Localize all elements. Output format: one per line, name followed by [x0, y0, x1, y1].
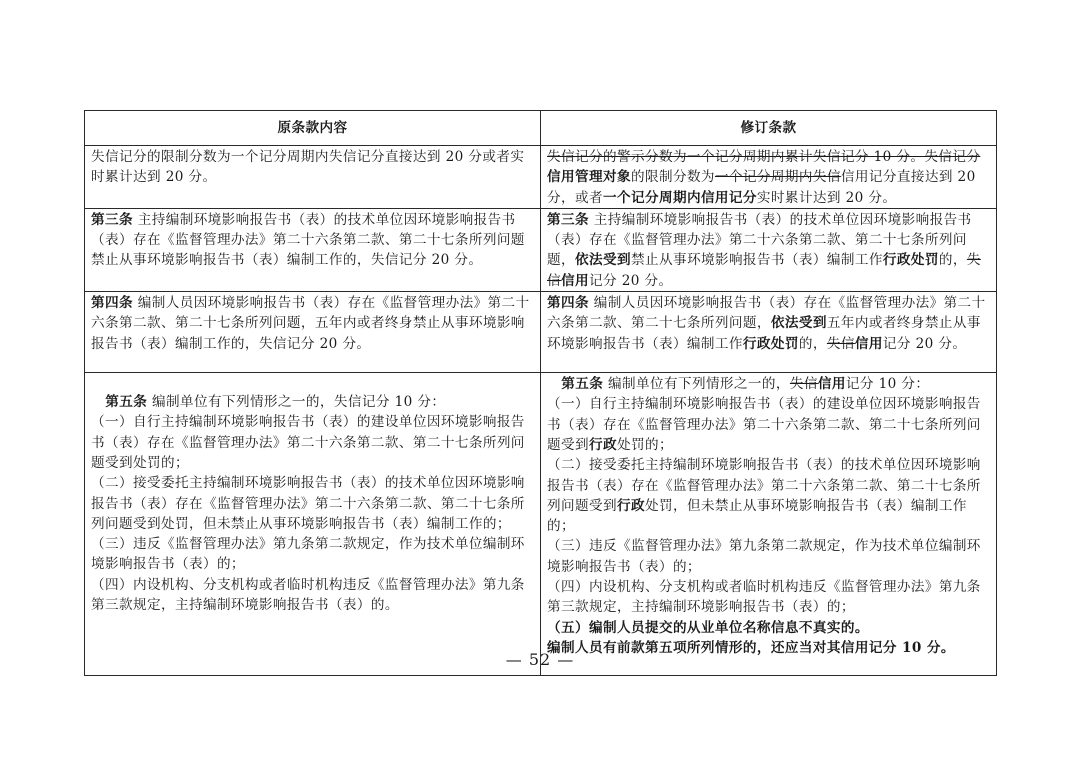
added-text: 信用: [561, 272, 589, 289]
clause-text: 编制单位有下列情形之一的，失信记分 10 分：: [151, 394, 446, 411]
added-text: 信用管理对象: [547, 169, 631, 186]
table-row: [85, 208, 997, 291]
list-item: [547, 455, 990, 536]
revised-cell: [541, 373, 997, 676]
deleted-text: 失信: [547, 252, 981, 289]
clause-text: 主持编制环境影响报告书（表）的技术单位因环境影响报告书（表）存在《监督管理办法》第二十六条第二款、第二十七条所列问题，: [547, 211, 972, 269]
added-text: 依法受到: [770, 315, 827, 332]
list-item: （三）违反《监督管理办法》第九条第二款规定，作为技术单位编制环境影响报告书（表）的；: [547, 538, 981, 575]
deleted-text: 失信: [789, 376, 818, 393]
list-item: （四）内设机构、分支机构或者临时机构违反《监督管理办法》第九条第三款规定，主持编制环境影响报告书（表）的；: [547, 579, 981, 616]
list-item: [547, 394, 990, 455]
clause-text: 处罚，但未禁止从事环境影响报告书（表）编制工作的；: [547, 497, 967, 535]
clause-text: 的，: [938, 252, 967, 269]
clause-text: 编制人员因环境影响报告书（表）存在《监督管理办法》第二十六条第二款、第二十七条所列问题，: [547, 295, 986, 332]
added-note: 编制人员有前款第五项所列情形的，还应当对其信用记分 10 分。: [547, 639, 955, 656]
article-label: 第四条: [547, 295, 589, 312]
clause-text: 的限制分数为: [630, 169, 715, 186]
article-label: 第四条: [91, 295, 133, 312]
clause-text: 禁止从事环境影响报告书（表）编制工作: [630, 252, 883, 269]
clause-intro: [91, 392, 534, 412]
deleted-text: 一个记分周期内失信: [714, 169, 841, 186]
deleted-text: 失信记分的警示分数为一个记分周期内累计失信记分 10 分。失信记分: [547, 149, 981, 165]
header-revised: 修订条款: [541, 111, 997, 146]
comparison-table: [84, 110, 997, 676]
added-text: 信用: [817, 376, 846, 393]
clause-text: 编制单位有下列情形之一的，: [607, 376, 790, 393]
clause-text: 记分 20 分。: [589, 272, 673, 289]
clause-text: （二）接受委托主持编制环境影响报告书（表）的技术单位因环境影响报告书（表）存在《监督管理办法》第二十六条第二款、第二十七条所列问题受到: [547, 457, 981, 514]
original-cell: [85, 373, 541, 676]
list-item: （一）自行主持编制环境影响报告书（表）的建设单位因环境影响报告书（表）存在《监督管理办法》第二十六条第二款、第二十七条所列问题受到处罚的；: [91, 414, 525, 471]
page-number: — 52 —: [505, 650, 575, 669]
list-item: （三）违反《监督管理办法》第九条第二款规定，作为技术单位编制环境影响报告书（表）的；: [91, 536, 525, 573]
clause-text: 失信记分的限制分数为一个记分周期内失信记分直接达到 20 分或者实时累计达到 20 分。: [91, 149, 525, 186]
article-label: 第三条: [547, 211, 589, 228]
clause-intro: [547, 374, 990, 394]
clause-text: 实时累计达到 20 分。: [756, 189, 897, 206]
article-label: 第五条: [561, 376, 604, 393]
list-item-added: （五）编制人员提交的从业单位名称信息不真实的。: [547, 619, 869, 636]
clause-text: （一）自行主持编制环境影响报告书（表）的建设单位因环境影响报告书（表）存在《监督管理办法》第二十六条第二款、第二十七条所列问题受到: [547, 396, 981, 453]
revised-cell: [541, 146, 997, 209]
revised-cell: [541, 208, 997, 291]
revised-cell: [541, 292, 997, 373]
clause-text: 记分 20 分。: [882, 335, 967, 352]
list-item: （四）内设机构、分支机构或者临时机构违反《监督管理办法》第九条第三款规定，主持编制环境影响报告书（表）的。: [91, 576, 525, 614]
added-text: 行政处罚: [742, 335, 799, 352]
article-label: 第三条: [91, 211, 133, 228]
added-text: 行政: [588, 436, 617, 453]
clause-text: 主持编制环境影响报告书（表）的技术单位因环境影响报告书（表）存在《监督管理办法》第二十六条第二款、第二十七条所列问题禁止从事环境影响报告书（表）编制工作的，失信记分 20 分。: [91, 211, 525, 269]
original-cell: [85, 292, 541, 373]
header-original: 原条款内容: [85, 111, 541, 146]
clause-text: 的，: [798, 335, 827, 352]
original-cell: [85, 146, 541, 209]
added-text: 信用: [854, 335, 883, 352]
original-cell: [85, 208, 541, 291]
clause-text: 编制人员因环境影响报告书（表）存在《监督管理办法》第二十六条第二款、第二十七条所列问题，五年内或者终身禁止从事环境影响报告书（表）编制工作的，失信记分 20 分。: [91, 295, 530, 352]
added-text: 行政: [616, 497, 645, 514]
article-label: 第五条: [105, 394, 148, 411]
deleted-text: 失信: [826, 335, 855, 352]
table-row: [85, 373, 997, 676]
clause-text: 五年内或者终身禁止从事环境影响报告书（表）编制工作: [547, 315, 981, 352]
table-row: [85, 292, 997, 373]
added-text: 一个记分周期内信用记分: [602, 189, 757, 206]
clause-text: 处罚的；: [616, 436, 673, 453]
table-row: [85, 146, 997, 209]
added-text: 行政处罚: [882, 252, 939, 269]
list-item: （二）接受委托主持编制环境影响报告书（表）的技术单位因环境影响报告书（表）存在《监督管理办法》第二十六条第二款、第二十七条所列问题受到处罚，但未禁止从事环境影响报告书（表）编制工作的；: [91, 475, 525, 532]
clause-text: 信用记分直接达到 20 分，或者: [547, 169, 976, 206]
added-text: 依法受到: [575, 252, 631, 269]
clause-text: 记分 10 分：: [845, 376, 930, 393]
